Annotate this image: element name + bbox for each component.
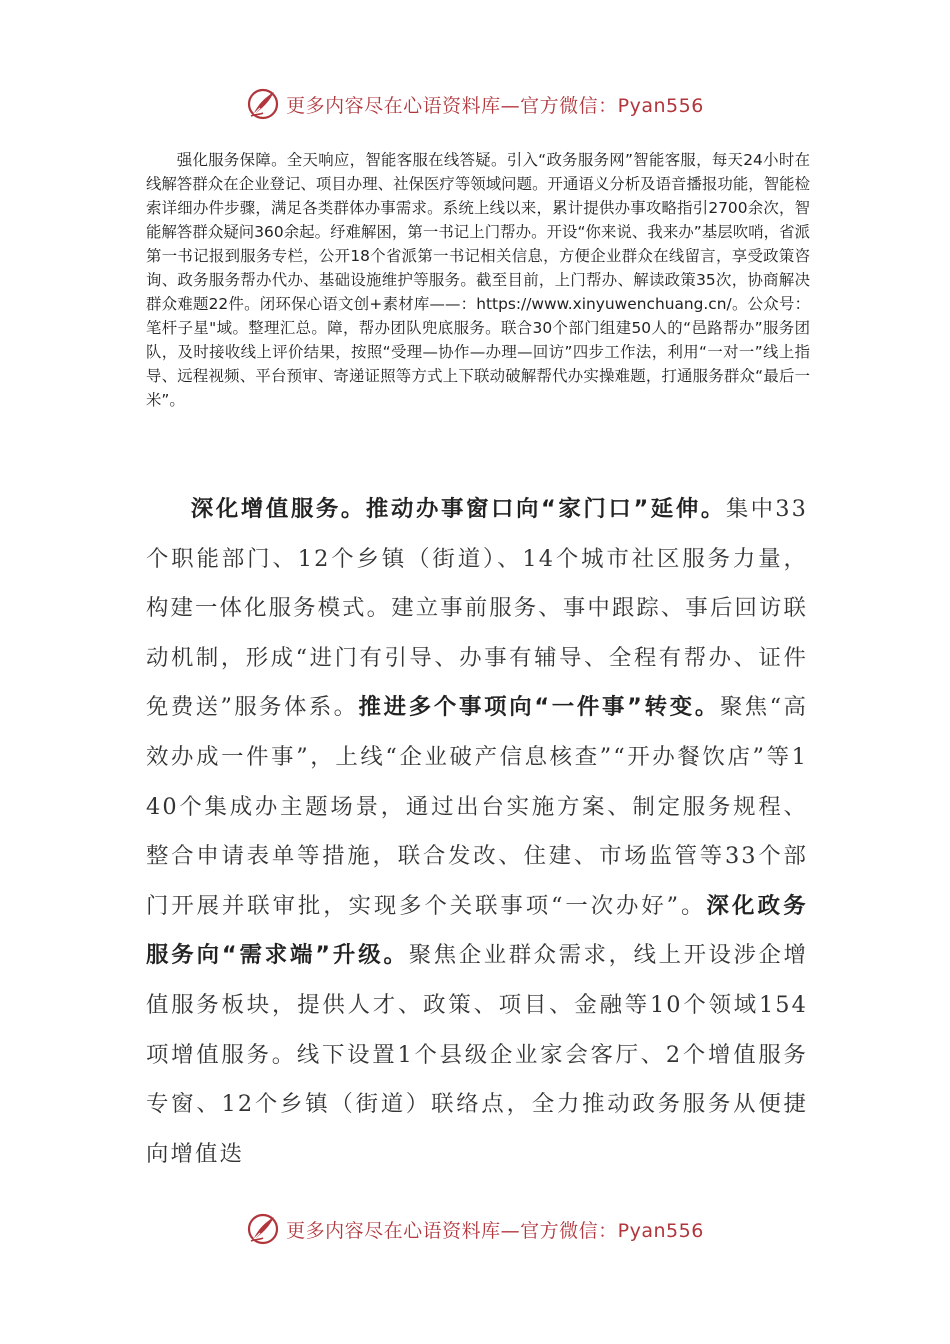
header-site-text: 更多内容尽在心语资料库—官方微信：: [286, 94, 618, 117]
footer-banner-text: [286, 1216, 704, 1243]
heading-demand-side: 深化政务服务向“需求端”升级。: [146, 892, 808, 969]
quill-pen-logo-icon: [246, 1212, 280, 1246]
header-banner-text: [286, 91, 704, 118]
header-banner: [0, 82, 950, 126]
main-text-3: 聚焦企业群众需求，线上开设涉企增值服务板块，提供人才、政策、项目、金融等10个领域154项增值服务。线下设置1个县级企业家会客厅、2个增值服务专窗、12个乡镇（街道）联络点，全力推动政务服务从便捷向增值迭: [146, 942, 808, 1167]
main-text-2: 聚焦“高效办成一件事”，上线“企业破产信息核查”“开办餐饮店”等140个集成办主题场景，通过出台实施方案、制定服务规程、整合申请表单等措施，联合发改、住建、市场监管等33个部门开展并联审批，实现多个关联事项“一次办好”。: [146, 694, 808, 919]
quill-pen-logo-icon: [246, 87, 280, 121]
main-paragraph: [146, 485, 808, 1179]
heading-value-added-service: 深化增值服务。推动办事窗口向“家门口”延伸。: [190, 496, 726, 522]
footer-site-text: 更多内容尽在心语资料库—官方微信：: [286, 1219, 618, 1242]
footer-banner: [0, 1207, 950, 1251]
main-text-1: 集中33个职能部门、12个乡镇（街道）、14个城市社区服务力量，构建一体化服务模式。建立事前服务、事中跟踪、事后回访联动机制，形成“进门有引导、办事有辅导、全程有帮办、证件免费送”服务体系。: [146, 496, 808, 721]
header-wechat-handle: Pyan556: [617, 94, 704, 117]
heading-one-thing: 推进多个事项向“一件事”转变。: [358, 694, 720, 721]
footer-wechat-handle: Pyan556: [617, 1219, 704, 1242]
small-paragraph: 强化服务保障。全天响应，智能客服在线答疑。引入“政务服务网”智能客服，每天24小时在线解答群众在企业登记、项目办理、社保医疗等领域问题。开通语义分析及语音播报功能，智能检索详细办件步骤，满足各类群体办事需求。系统上线以来，累计提供办事攻略指引2700余次，智能解答群众疑问360余起。纾难解困，第一书记上门帮办。开设“你来说、我来办”基层吹哨，省派第一书记报到服务专栏，公开18个省派第一书记相关信息，方便企业群众在线留言，享受政策咨询、政务服务帮办代办、基础设施维护等服务。截至目前，上门帮办、解读政策35次，协商解决群众难题22件。闭环保心语文创+素材库——：https://www.xinyuwenchuang.cn/。公众号：笔杆子星"域。整理汇总。障，帮办团队兜底服务。联合30个部门组建50人的“邑路帮办”服务团队，及时接收线上评价结果，按照“受理—协作—办理—回访”四步工作法，利用“一对一”线上指导、远程视频、平台预审、寄递证照等方式上下联动破解帮代办实操难题，打通服务群众“最后一米”。: [146, 151, 810, 409]
